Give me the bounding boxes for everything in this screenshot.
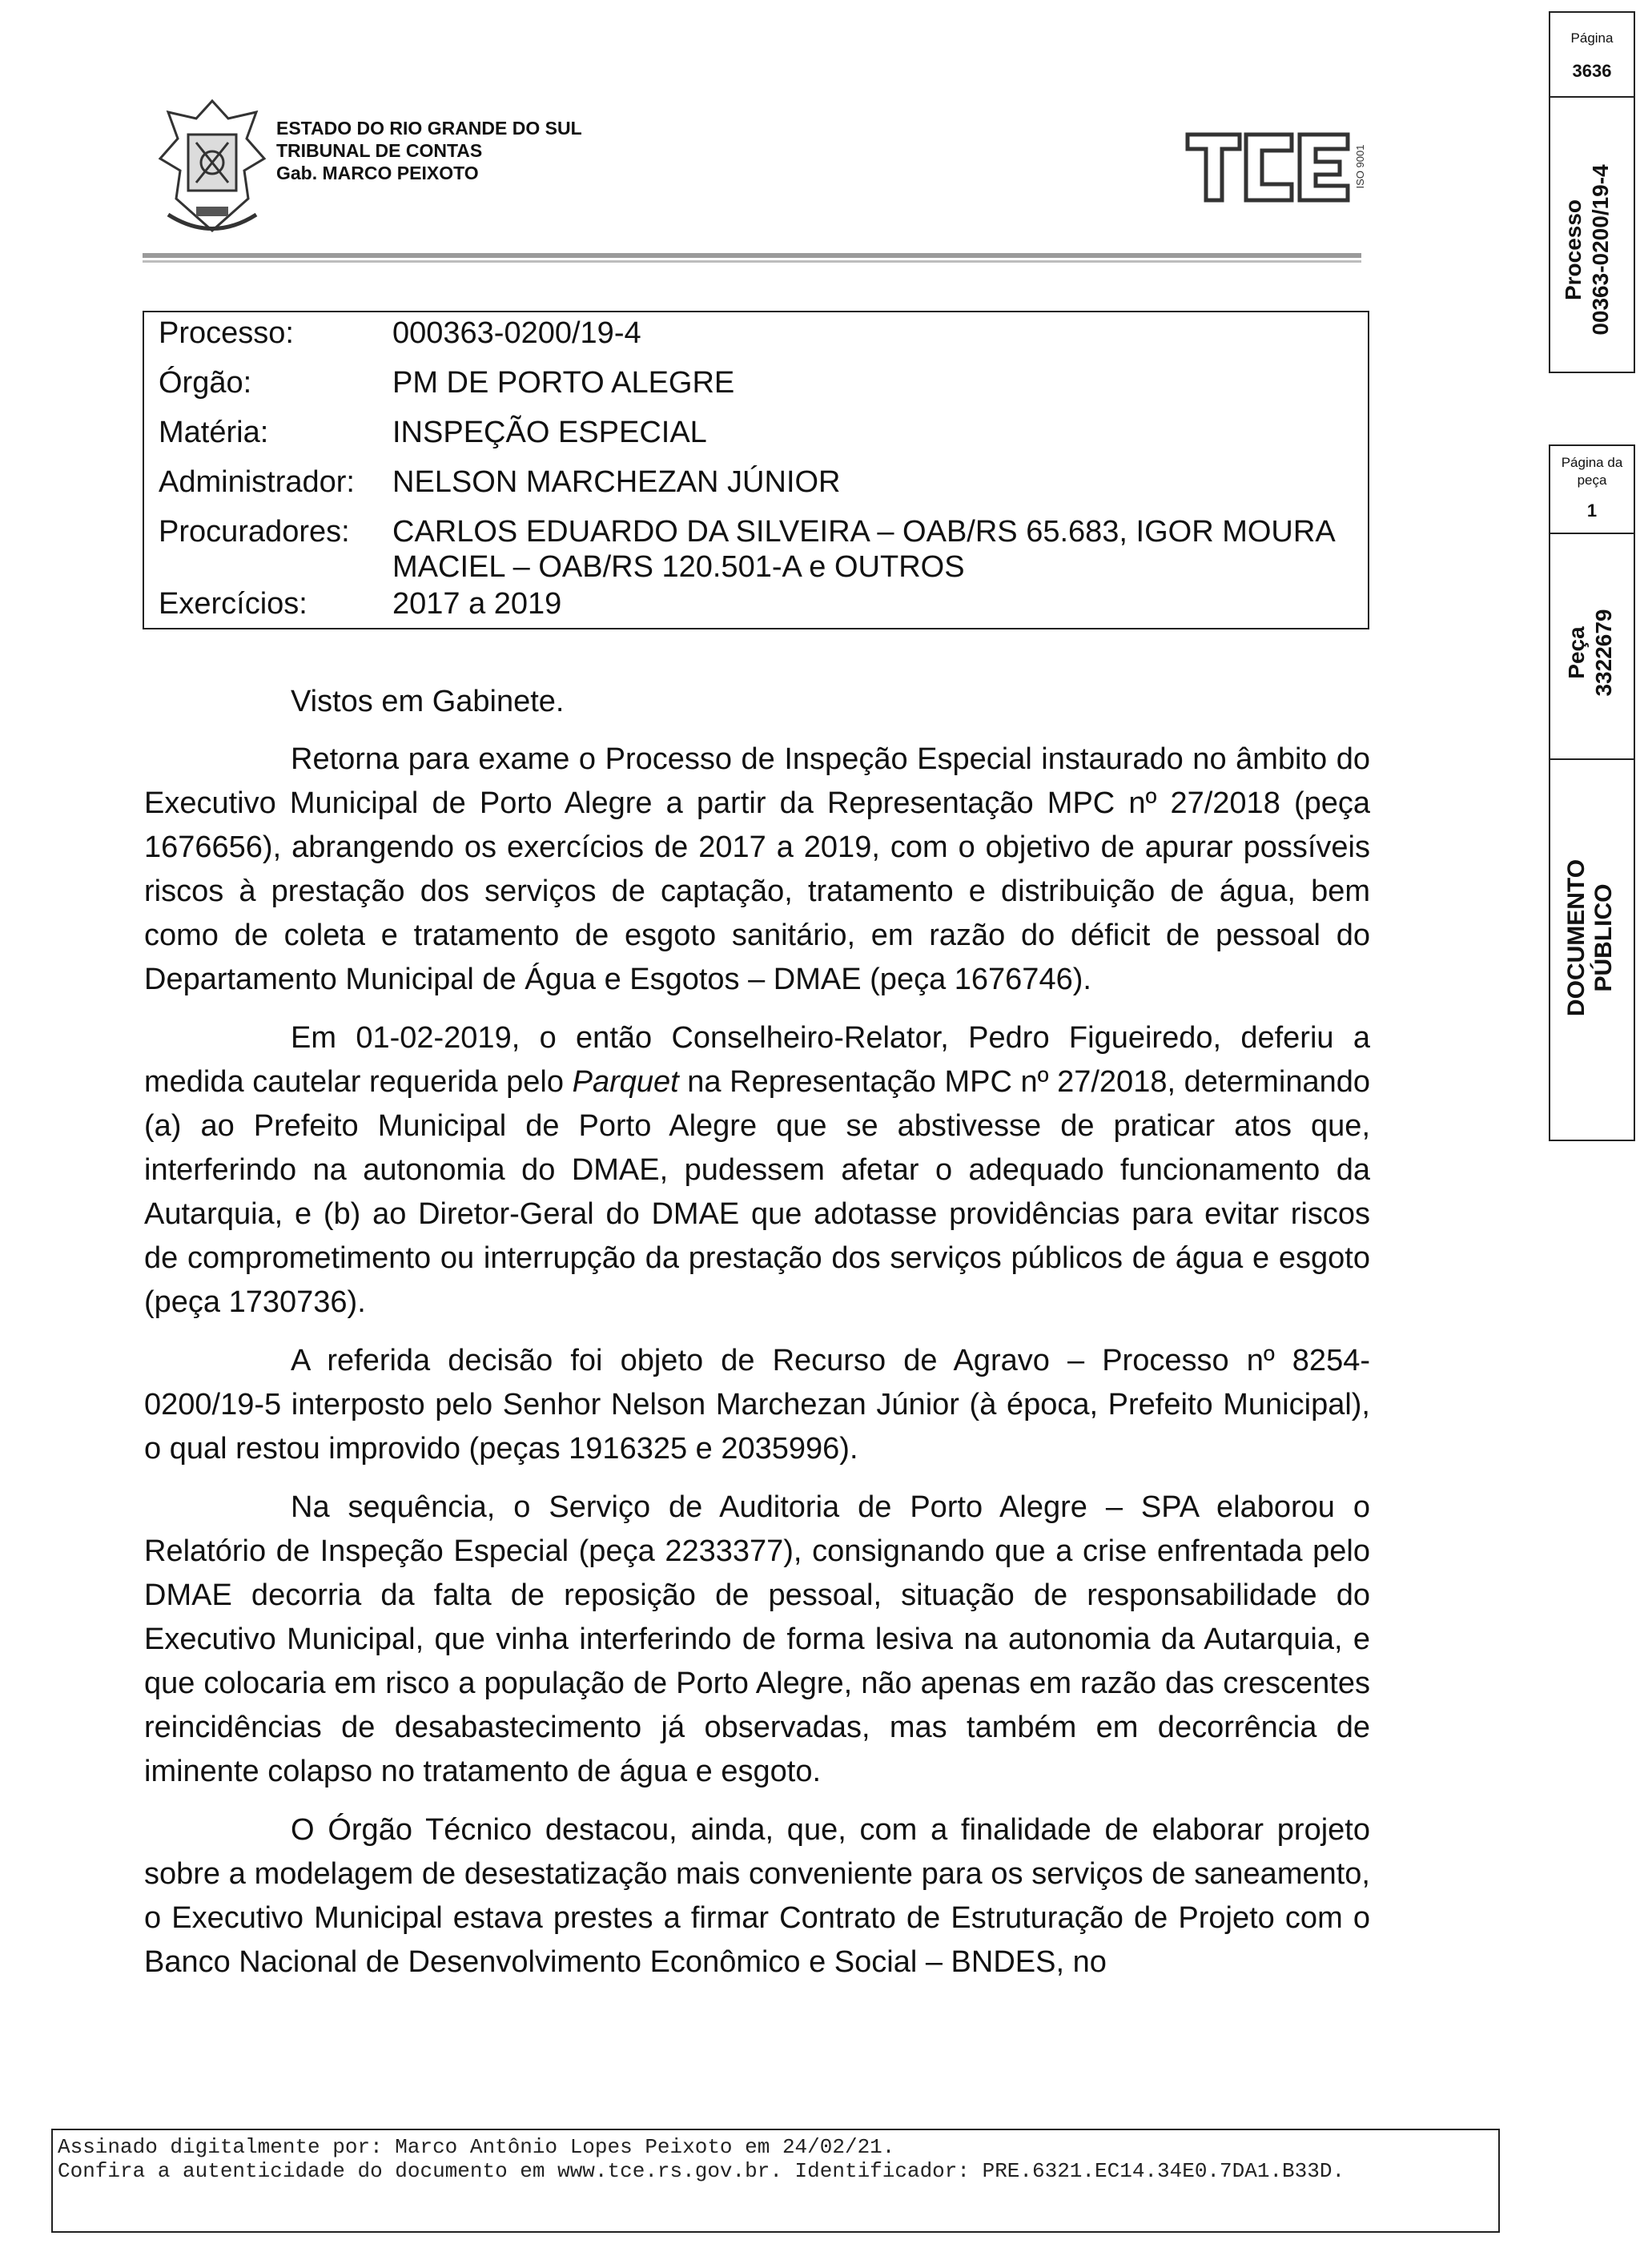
process-number: 00363-0200/19-4 (1588, 164, 1613, 336)
paragraph-text: Em 01-02-2019, o então Conselheiro-Relator, Pedro Figueiredo, deferiu a medida cautelar requerida pelo (144, 1021, 1370, 1099)
info-label: Exercícios: (159, 587, 308, 621)
sidebar-process (1560, 114, 1614, 386)
piece-page-number: 1 (1586, 501, 1598, 521)
piece-label: Peça (1564, 626, 1589, 679)
page-number: 3636 (1572, 61, 1612, 81)
sidebar-piece-box (1549, 444, 1635, 1141)
info-label: Processo: (159, 316, 294, 350)
process-info-box (143, 311, 1369, 629)
info-label: Procuradores: (159, 515, 350, 549)
sidebar-divider (1549, 533, 1635, 534)
info-value: CARLOS EDUARDO DA SILVEIRA – OAB/RS 65.683, IGOR MOURA MACIEL – OAB/RS 120.501-A e OUTROS (392, 515, 1334, 584)
public-document-label (1563, 821, 1618, 1055)
piece-number: 3322679 (1591, 609, 1616, 697)
italic-term: Parquet (572, 1065, 679, 1099)
paragraph: Retorna para exame o Processo de Inspeção Especial instaurado no âmbito do Executivo Municipal de Porto Alegre a partir da Representação MPC nº 27/2018 (peça 1676656), abrangendo os exercícios de 2017 a 2019, com o objetivo de apurar possíveis riscos à prestação dos serviços de captação, tratamento e distribuição de água, bem como de coleta e tratamento de esgoto sanitário, em razão do déficit de pessoal do Departamento Municipal de Água e Esgotos – DMAE (peça 1676746). (144, 742, 1370, 996)
signature-line: Assinado digitalmente por: Marco Antônio Lopes Peixoto em 24/02/21. (58, 2135, 895, 2159)
org-court: TRIBUNAL DE CONTAS (276, 140, 483, 161)
authenticity-line: Confira a autenticidade do documento em www.tce.rs.gov.br. Identificador: PRE.6321.EC14.34E0.7DA1.B33D. (58, 2159, 1345, 2183)
info-label: Matéria: (159, 416, 269, 449)
paragraph (144, 1016, 1370, 1325)
sidebar-divider (1549, 96, 1635, 98)
coat-of-arms-logo (152, 94, 272, 243)
info-value: NELSON MARCHEZAN JÚNIOR (392, 465, 841, 499)
sidebar-piece (1563, 557, 1618, 749)
tce-logo (1184, 127, 1376, 207)
public-doc-line1: DOCUMENTO (1563, 859, 1590, 1017)
info-value: PM DE PORTO ALEGRE (392, 366, 735, 400)
info-label: Administrador: (159, 465, 355, 499)
signature-footer (51, 2129, 1500, 2233)
sidebar-divider (1549, 758, 1635, 760)
piece-page-label: Página da peça (1561, 455, 1623, 488)
info-value: INSPEÇÃO ESPECIAL (392, 416, 707, 449)
paragraph-text: na Representação MPC nº 27/2018, determinando (a) ao Prefeito Municipal de Porto Alegre que se abstivesse de praticar atos que, interferindo na autonomia do DMAE, pudessem afetar o adequado funcionamento da Autarquia, e (b) ao Diretor-Geral do DMAE que adotasse providências para evitar riscos de comprometimento ou interrupção da prestação dos serviços públicos de água e esgoto (peça 1730736). (144, 1065, 1370, 1319)
info-value: 2017 a 2019 (392, 587, 562, 621)
info-label: Órgão: (159, 366, 252, 400)
header-divider (143, 253, 1361, 264)
iso-label: ISO 9001 (1354, 144, 1366, 189)
org-state: ESTADO DO RIO GRANDE DO SUL (276, 118, 582, 139)
paragraph: Na sequência, o Serviço de Auditoria de Porto Alegre – SPA elaborou o Relatório de Inspeção Especial (peça 2233377), consignando que a crise enfrentada pelo DMAE decorria da falta de reposição de pessoal, situação de responsabilidade do Executivo Municipal, que vinha interferindo de forma lesiva na autonomia da Autarquia, e que colocaria em risco a população de Porto Alegre, não apenas em razão das crescentes reincidências de desabastecimento já observadas, mas também em decorrência de iminente colapso no tratamento de água e esgoto. (144, 1490, 1370, 1788)
public-doc-line2: PÚBLICO (1590, 883, 1617, 992)
greeting-paragraph: Vistos em Gabinete. (291, 685, 565, 718)
sidebar-process-box (1549, 11, 1635, 373)
page-label: Página (1570, 30, 1614, 46)
organization-heading (276, 117, 582, 184)
process-label: Processo (1561, 199, 1586, 301)
org-office: Gab. MARCO PEIXOTO (276, 163, 479, 183)
body-text (144, 738, 1370, 1984)
paragraph: O Órgão Técnico destacou, ainda, que, com a finalidade de elaborar projeto sobre a modelagem de desestatização mais conveniente para os serviços de saneamento, o Executivo Municipal estava prestes a firmar Contrato de Estruturação de Projeto com o Banco Nacional de Desenvolvimento Econômico e Social – BNDES, no (144, 1813, 1370, 1979)
info-value: 000363-0200/19-4 (392, 316, 641, 350)
paragraph: A referida decisão foi objeto de Recurso de Agravo – Processo nº 8254-0200/19-5 interposto pelo Senhor Nelson Marchezan Júnior (à época, Prefeito Municipal), o qual restou improvido (peças 1916325 e 2035996). (144, 1344, 1370, 1466)
